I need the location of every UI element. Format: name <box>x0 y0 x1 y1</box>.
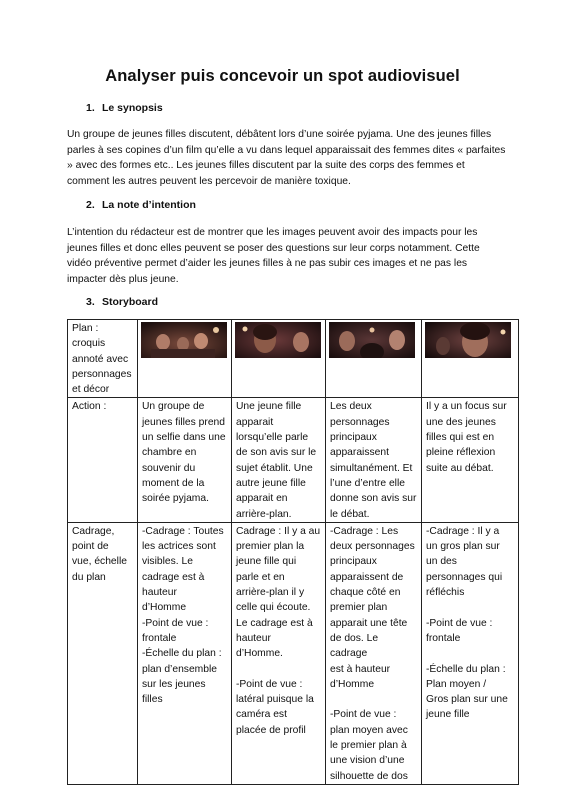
section-heading-note-intention <box>86 199 196 211</box>
plan-cell-2 <box>232 320 326 398</box>
section-heading-storyboard <box>86 296 158 308</box>
section-number: 3. <box>86 296 95 308</box>
thumbnail-scene-3 <box>329 322 417 358</box>
storyboard-row-plan <box>68 320 519 398</box>
plan-cell-1 <box>138 320 232 398</box>
action-cell-2: Une jeune fille apparait lorsqu’elle parle de son avis sur le sujet établit. Une autre jeune fille apparait en arrière-plan. <box>232 398 326 522</box>
storyboard-table <box>67 319 519 785</box>
cadrage-cell-2: Cadrage : Il y a au premier plan la jeune fille qui parle et en arrière-plan il y celle qui écoute. Le cadrage est à hauteur d’Homme. -Point de vue : latéral puisque la caméra est placée de profil <box>232 522 326 784</box>
cadrage-cell-4: -Cadrage : Il y a un gros plan sur un des personnages qui réfléchis -Point de vue : frontale -Échelle du plan : Plan moyen / Gros plan sur une jeune fille <box>422 522 519 784</box>
thumbnail-scene-2 <box>235 322 321 358</box>
thumbnail-scene-1 <box>141 322 227 358</box>
action-cell-3: Les deux personnages principaux apparaissent simultanément. Et l’une d’entre elle donne son avis sur le débat. <box>326 398 422 522</box>
row-label-action: Action : <box>68 398 138 522</box>
synopsis-paragraph: Un groupe de jeunes filles discutent, débâtent lors d’une soirée pyjama. Une des jeunes filles parles à ses copines d’un film qu’elle a vu dans lequel apparaissait des femmes dites « parfaites » avec des formes etc.. Les jeunes filles discutent par la suite des corps des femmes et comment les autres peuvent les percevoir de manière toxique. <box>67 129 506 187</box>
section-heading-text: La note d’intention <box>102 199 196 211</box>
action-cell-1: Un groupe de jeunes filles prend un selfie dans une chambre en souvenir du moment de la soirée pyjama. <box>138 398 232 522</box>
action-cell-4: Il y a un focus sur une des jeunes filles qui est en pleine réflexion suite au débat. <box>422 398 519 522</box>
section-number: 1. <box>86 102 95 114</box>
storyboard-row-cadrage <box>68 522 519 784</box>
row-label-plan: Plan : croquis annoté avec personnages et décor <box>68 320 138 398</box>
section-heading-synopsis <box>86 102 163 114</box>
section-number: 2. <box>86 199 95 211</box>
thumbnail-scene-4 <box>425 322 514 358</box>
section-heading-text: Le synopsis <box>102 102 163 114</box>
row-label-cadrage: Cadrage, point de vue, échelle du plan <box>68 522 138 784</box>
document-title: Analyser puis concevoir un spot audiovisuel <box>105 67 460 85</box>
section-heading-text: Storyboard <box>102 296 159 308</box>
cadrage-cell-1: -Cadrage : Toutes les actrices sont visibles. Le cadrage est à hauteur d’Homme -Point de vue : frontale -Échelle du plan : plan d’ensemble sur les jeunes filles <box>138 522 232 784</box>
storyboard-row-action <box>68 398 519 522</box>
plan-cell-4 <box>422 320 519 398</box>
plan-cell-3 <box>326 320 422 398</box>
cadrage-cell-3: -Cadrage : Les deux personnages principaux apparaissent de chaque côté en premier plan apparait une tête de dos. Le cadrage est à hauteur d’Homme -Point de vue : plan moyen avec le premier plan à une vision d’une silhouette de dos <box>326 522 422 784</box>
note-intention-paragraph: L’intention du rédacteur est de montrer que les images peuvent avoir des impacts pour les jeunes filles et donc elles peuvent se poser des questions sur leur corps notamment. Cette vidéo préventive permet d’aider les jeunes filles à ne pas subir ces images et ne pas les impacter dès plus jeune. <box>67 227 480 285</box>
